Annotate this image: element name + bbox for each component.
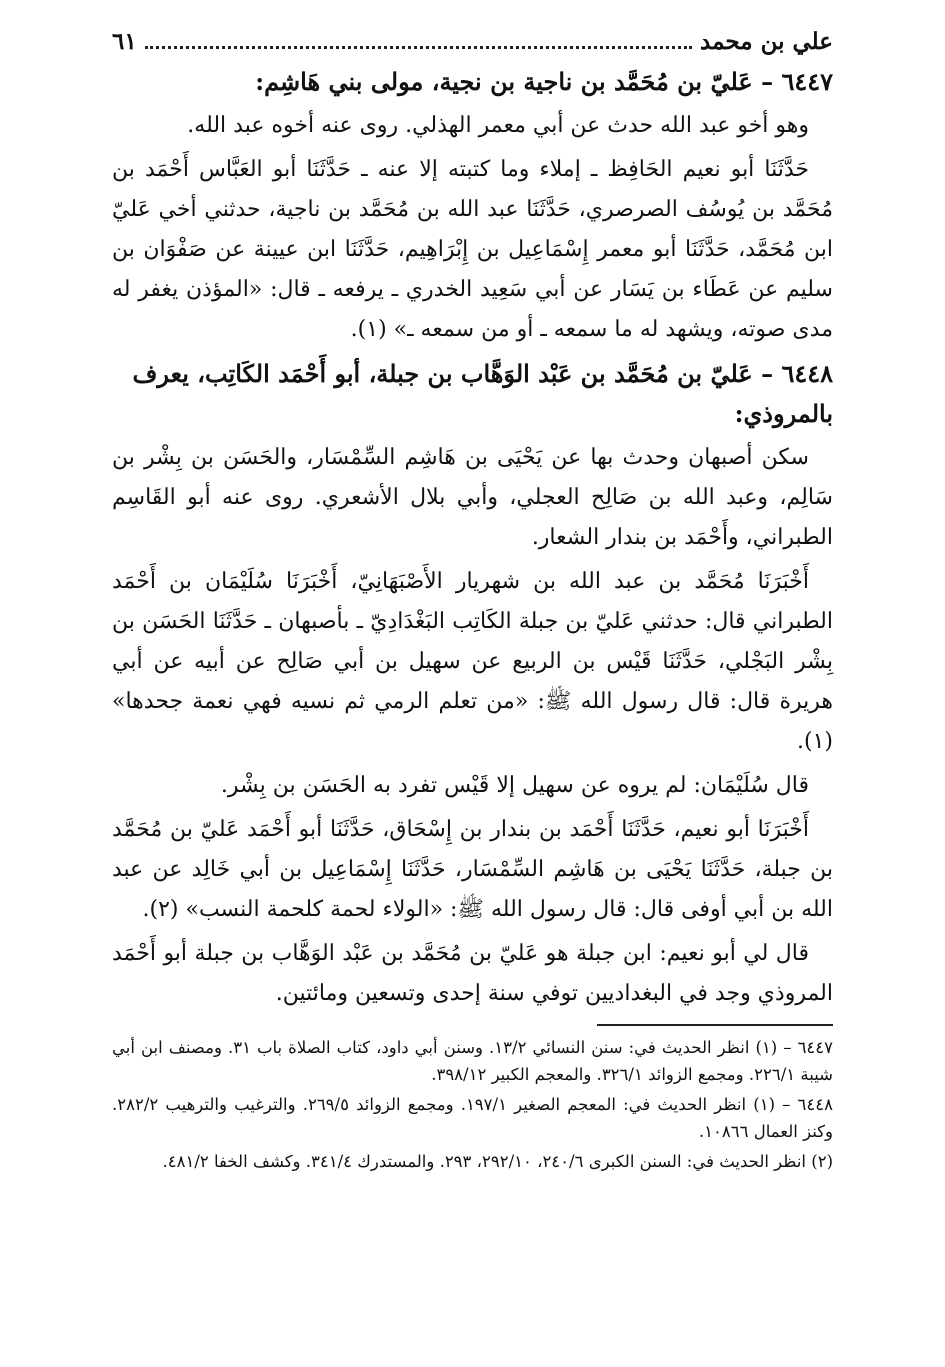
entry-heading: ٦٤٤٨ – عَليّ بن مُحَمَّد بن عَبْد الوَهَّاب بن جبلة، أبو أَحْمَد الكَاتِب، يعرف بالمروذي:	[132, 359, 833, 428]
running-title: علي بن محمد	[700, 28, 833, 55]
footnote: ٦٤٤٨ – (١) انظر الحديث في: المعجم الصغير ١٩٧/١. ومجمع الزوائد ٢٦٩/٥. والترغيب والترهيب ٢٨٢/٢. وكنز العمال ١٠٨٦٦.	[112, 1095, 833, 1141]
entry-paragraph: أَخْبَرَنَا مُحَمَّد بن عبد الله بن شهريار الأَصْبَهَانِيّ، أَخْبَرَنَا سُلَيْمَان بن أَحْمَد الطبراني قال: حدثني عَليّ بن جبلة الكَاتِب البَغْدَادِيّ ـ بأصبهان ـ حَدَّثَنَا الحَسَن بن بِشْر البَجْلي، حَدَّثَنَا قَيْس بن الربيع عن سهيل بن أبي صَالِح عن أبيه عن أبي هريرة قال: قال رسول الله ﷺ: «من تعلم الرمي ثم نسيه فهي نعمة جحدها» (١).	[112, 569, 833, 754]
footnote-divider	[597, 1024, 833, 1026]
entry-heading: ٦٤٤٧ – عَليّ بن مُحَمَّد بن ناجية بن نجية، مولى بني هَاشِم:	[255, 67, 833, 96]
entry-paragraph: سكن أصبهان وحدث بها عن يَحْيَى بن هَاشِم السِّمْسَار، والحَسَن بن بِشْر بن سَالِم، وعبد الله بن صَالِح العجلي، وأبي بلال الأشعري. روى عنه أبو القَاسِم الطبراني، وأَحْمَد بن بندار الشعار.	[112, 445, 833, 550]
entry-paragraph: قال لي أبو نعيم: ابن جبلة هو عَليّ بن مُحَمَّد بن عَبْد الوَهَّاب بن جبلة أبو أَحْمَد المروذي وجد في البغداديين توفي سنة إحدى وتسعين ومائتين.	[112, 941, 833, 1006]
running-header	[112, 28, 833, 62]
footnotes	[112, 1034, 833, 1175]
entry-6447	[112, 62, 833, 350]
footnote: (٢) انظر الحديث في: السنن الكبرى ٢٤٠/٦، ٢٩٢/١٠، ٢٩٣. والمستدرك ٣٤١/٤. وكشف الخفا ٤٨١/٢.	[162, 1152, 833, 1171]
entry-paragraph: قال سُلَيْمَان: لم يروه عن سهيل إلا قَيْس تفرد به الحَسَن بن بِشْر.	[220, 773, 809, 798]
entry-paragraph: حَدَّثَنَا أبو نعيم الحَافِظ ـ إملاء وما كتبته إلا عنه ـ حَدَّثَنَا أبو العَبَّاس أَحْمَد بن مُحَمَّد بن يُوسُف الصرصري، حَدَّثَنَا عبد الله بن مُحَمَّد بن ناجية، حدثني أخي عَليّ ابن مُحَمَّد، حَدَّثَنَا أبو معمر إِسْمَاعِيل بن إِبْرَاهِيم، حَدَّثَنَا ابن عيينة عن صَفْوَان بن سليم عن عَطَاء بن يَسَار عن أبي سَعِيد الخدري ـ يرفعه ـ قال: «المؤذن يغفر له مدى صوته، ويشهد له ما سمعه ـ أو من سمعه ـ» (١).	[112, 157, 833, 342]
footnote: ٦٤٤٧ – (١) انظر الحديث في: سنن النسائي ١٣/٢. وسنن أبي داود، كتاب الصلاة باب ٣١. ومصنف ابن أبي شيبة ٢٢٦/١. ومجمع الزوائد ٣٢٦/١. والمعجم الكبير ٣٩٨/١٢.	[112, 1038, 834, 1084]
entry-paragraph: أَخْبَرَنَا أبو نعيم، حَدَّثَنَا أَحْمَد بن بندار بن إِسْحَاق، حَدَّثَنَا أبو أَحْمَد عَليّ بن مُحَمَّد بن جبلة، حَدَّثَنَا يَحْيَى بن هَاشِم السِّمْسَار، حَدَّثَنَا إِسْمَاعِيل بن أبي خَالِد عن عبد الله بن أبي أوفى قال: قال رسول الله ﷺ: «الولاء لحمة كلحمة النسب» (٢).	[112, 817, 833, 922]
entry-paragraph: وهو أخو عبد الله حدث عن أبي معمر الهذلي. روى عنه أخوه عبد الله.	[187, 113, 809, 138]
dotted-leader	[145, 30, 692, 49]
entry-6448	[112, 354, 833, 1014]
page-number: ٦١	[112, 28, 137, 55]
